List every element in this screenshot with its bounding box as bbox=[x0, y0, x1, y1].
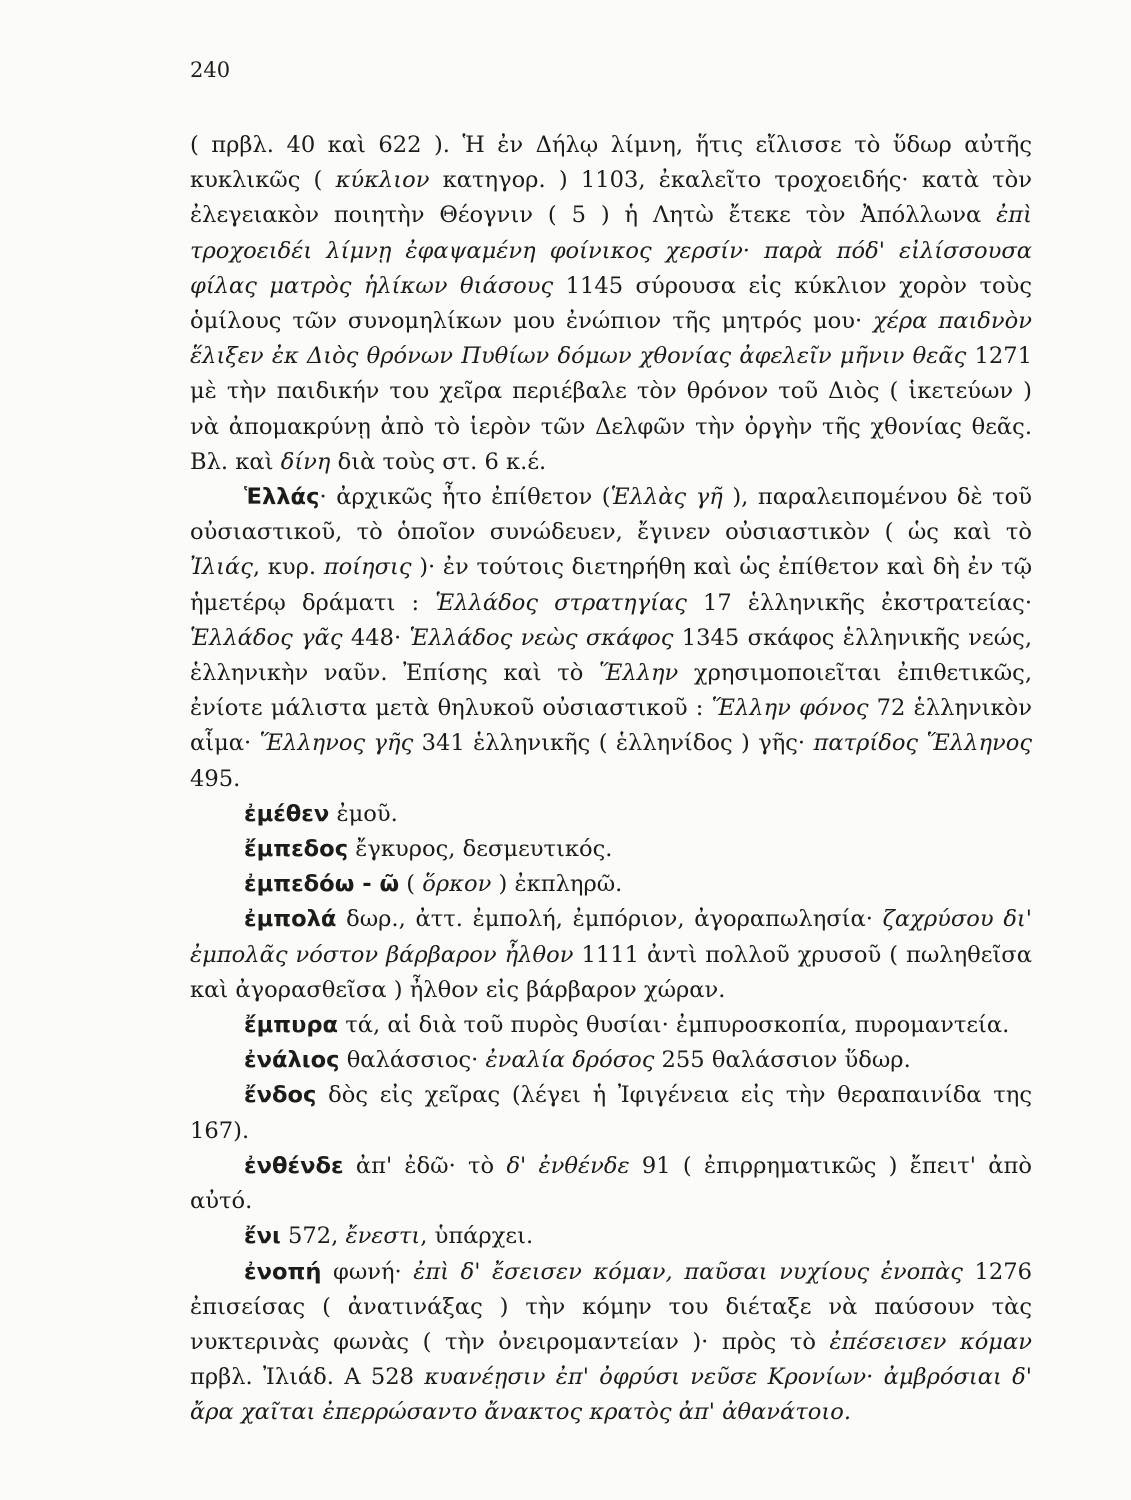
paragraph bbox=[190, 480, 1032, 797]
text-run: 1271 μὲ τὴν παιδικήν του χεῖρα περιέβαλε τὸν θρόνον τοῦ Διὸς ( ἱκετεύων ) νὰ ἀπομακρύνῃ ἀπὸ τὸ ἱερὸν τῶν Δελφῶν τὴν ὀργὴν τῆς χθονίας θεᾶς. Βλ. καὶ bbox=[190, 343, 1033, 475]
italic-quote: Ἕλληνος γῆς bbox=[259, 730, 414, 757]
text-run: διὰ τοὺς στ. 6 κ.έ. bbox=[330, 448, 547, 475]
text-run: ἀπ' ἐδῶ· τὸ bbox=[343, 1152, 507, 1179]
italic-quote: ὅρκον bbox=[422, 871, 492, 898]
paragraph bbox=[190, 1043, 1032, 1078]
lemma-headword: ἐνοπή bbox=[244, 1258, 322, 1285]
italic-quote: κύκλιον bbox=[335, 167, 430, 194]
text-run: φωνή· bbox=[321, 1258, 414, 1285]
text-run: )· ἐν τούτοις διετηρήθη καὶ ὡς ἐπίθετον καὶ δὴ ἐν τῷ ἡμετέρῳ δράματι : bbox=[190, 554, 1032, 616]
text-run: 341 ἑλληνικῆς ( ἑλληνίδος ) γῆς· bbox=[413, 730, 814, 757]
text-run: κατηγορ. ) 1103, ἐκαλεῖτο τροχοειδής· κατὰ τὸν ἐλεγειακὸν ποιητὴν Θέογνιν ( 5 ) ἡ Λητὼ ἔτεκε τὸν Ἀπόλλωνα bbox=[190, 167, 1032, 229]
paragraph bbox=[190, 867, 1032, 902]
italic-quote: ἐπέσεισεν κόμαν bbox=[829, 1328, 1032, 1355]
lemma-headword: ἐμέθεν bbox=[244, 800, 330, 827]
text-run: ἐμοῦ. bbox=[329, 800, 398, 827]
text-run: 1345 σκάφος ἑλληνικῆς νεώς, ἑλληνικὴν ναῦν. Ἐπίσης καὶ τὸ bbox=[190, 624, 1033, 687]
body-text bbox=[190, 128, 1032, 1431]
text-run: · ἀρχικῶς ἦτο ἐπίθετον ( bbox=[319, 484, 611, 511]
lemma-headword: ἐμπολά bbox=[244, 906, 337, 933]
italic-quote: δ' ἐνθένδε bbox=[506, 1152, 630, 1179]
paragraph bbox=[190, 1219, 1032, 1254]
text-run: ἔγκυρος, δεσμευτικός. bbox=[348, 836, 613, 863]
italic-quote: δίνη bbox=[280, 448, 331, 475]
text-run: 1145 σύρουσα εἰς κύκλιον χορὸν τοὺς ὁμίλους τῶν συνομηλίκων μου ἐνώπιον τῆς μητρός μου· bbox=[190, 272, 1032, 335]
italic-quote: ποίησις bbox=[323, 554, 412, 581]
italic-quote: κυανέῃσιν ἐπ' ὀφρύσι νεῦσε Κρονίων· ἀμβρόσιαι δ' ἄρα χαῖται ἐπερρώσαντο ἄνακτος κρατὸς ἀπ' ἀθανάτοιο. bbox=[190, 1364, 1032, 1426]
text-run: θαλάσσιος· bbox=[339, 1047, 486, 1074]
italic-quote: ἐπὶ δ' ἔσεισεν κόμαν, παῦσαι νυχίους ἐνοπὰς bbox=[413, 1258, 963, 1285]
text-run: δὸς εἰς χεῖρας (λέγει ἡ Ἰφιγένεια εἰς τὴν θεραπαινίδα της 167). bbox=[190, 1082, 1032, 1144]
text-run: , ὑπάρχει. bbox=[420, 1223, 534, 1250]
paragraph bbox=[190, 797, 1032, 832]
italic-quote: πατρίδος Ἕλληνος bbox=[813, 730, 1032, 757]
italic-quote: Ἕλλην bbox=[599, 660, 679, 687]
text-run: ) ἐκπληρῶ. bbox=[491, 871, 623, 898]
lemma-headword: Ἑλλάς bbox=[244, 484, 320, 511]
italic-quote: Ἑλλάδος νεὼς σκάφος bbox=[409, 624, 674, 651]
text-run: 448· bbox=[342, 624, 410, 651]
lemma-headword: ἔμπυρα bbox=[244, 1012, 339, 1039]
text-run: 495. bbox=[190, 765, 241, 792]
lemma-headword: ἐνθένδε bbox=[244, 1152, 344, 1179]
text-run: δωρ., ἀττ. ἐμπολή, ἐμπόριον, ἀγοραπωλησία· bbox=[336, 906, 883, 933]
italic-quote: ἐναλία δρόσος bbox=[485, 1047, 655, 1074]
text-run: , κυρ. bbox=[252, 554, 324, 581]
text-run: τά, αἱ διὰ τοῦ πυρὸς θυσίαι· ἐμπυροσκοπία, πυρομαντεία. bbox=[338, 1012, 1010, 1039]
text-run: 72 ἑλληνικὸν αἷμα· bbox=[190, 695, 1032, 757]
text-run: χρησιμοποιεῖται ἐπιθετικῶς, ἐνίοτε μάλιστα μετὰ θηλυκοῦ οὐσιαστικοῦ : bbox=[190, 660, 1032, 722]
paragraph bbox=[190, 832, 1032, 867]
italic-quote: ζαχρύσου δι' ἐμπολᾶς νόστον βάρβαρον ἦλθον bbox=[190, 906, 1032, 968]
italic-quote: Ἑλλάδος γᾶς bbox=[190, 624, 343, 651]
page-number: 240 bbox=[190, 58, 231, 82]
text-run: 1111 ἀντὶ πολλοῦ χρυσοῦ ( πωληθεῖσα καὶ ἀγορασθεῖσα ) ἦλθον εἰς βάρβαρον χώραν. bbox=[190, 941, 1032, 1003]
lemma-headword: ἐμπεδόω - ῶ bbox=[244, 871, 400, 898]
lemma-headword: ἔνδος bbox=[244, 1082, 317, 1109]
text-run: ( πρβλ. 40 καὶ 622 ). Ἡ ἐν Δήλῳ λίμνη, ἥτις εἴλισσε τὸ ὕδωρ αὐτῆς κυκλικῶς ( bbox=[190, 132, 1032, 194]
italic-quote: ἐπὶ τροχοειδέι λίμνῃ ἐφαψαμένη φοίνικος χερσίν· παρὰ πόδ' εἰλίσσουσα φίλας ματρὸς ἡλίκων θιάσους bbox=[190, 202, 1032, 299]
italic-quote: Ἑλλάδος στρατηγίας bbox=[435, 589, 687, 616]
paragraph bbox=[190, 128, 1032, 480]
italic-quote: χέρα παιδνὸν ἕλιξεν ἐκ Διὸς θρόνων Πυθίων δόμων χθονίας ἀφελεῖν μῆνιν θεᾶς bbox=[190, 308, 1032, 370]
lemma-headword: ἔμπεδος bbox=[244, 836, 349, 863]
paragraph bbox=[190, 902, 1032, 1008]
paragraph bbox=[190, 1149, 1032, 1219]
text-run: 1276 ἐπισείσας ( ἀνατινάξας ) τὴν κόμην του διέταξε νὰ παύσουν τὰς νυκτερινὰς φωνὰς ( τὴν ὀνειρομαντείαν )· πρὸς τὸ bbox=[190, 1258, 1032, 1355]
text-run: 91 ( ἐπιρρηματικῶς ) ἔπειτ' ἀπὸ αὐτό. bbox=[190, 1152, 1033, 1215]
text-run: ( bbox=[399, 871, 423, 898]
italic-quote: Ἕλλην φόνος bbox=[711, 695, 869, 722]
paragraph bbox=[190, 1008, 1032, 1043]
text-run: 572, bbox=[280, 1223, 346, 1250]
lemma-headword: ἐνάλιος bbox=[244, 1047, 340, 1074]
paragraph bbox=[190, 1255, 1032, 1431]
italic-quote: Ἑλλὰς γῆ bbox=[610, 484, 723, 511]
italic-quote: ἔνεστι bbox=[345, 1223, 421, 1250]
text-run: πρβλ. Ἰλιάδ. Α 528 bbox=[190, 1364, 425, 1391]
text-run: ), παραλειπομένου δὲ τοῦ οὐσιαστικοῦ, τὸ ὁποῖον συνώδευεν, ἔγινεν οὐσιαστικὸν ( ὡς καὶ τὸ bbox=[190, 484, 1032, 546]
italic-quote: Ἰλιάς bbox=[190, 554, 253, 581]
lemma-headword: ἔνι bbox=[244, 1223, 281, 1250]
text-run: 255 θαλάσσιον ὕδωρ. bbox=[654, 1047, 911, 1074]
text-run: 17 ἑλληνικῆς ἐκστρατείας· bbox=[686, 589, 1033, 616]
paragraph bbox=[190, 1078, 1032, 1148]
